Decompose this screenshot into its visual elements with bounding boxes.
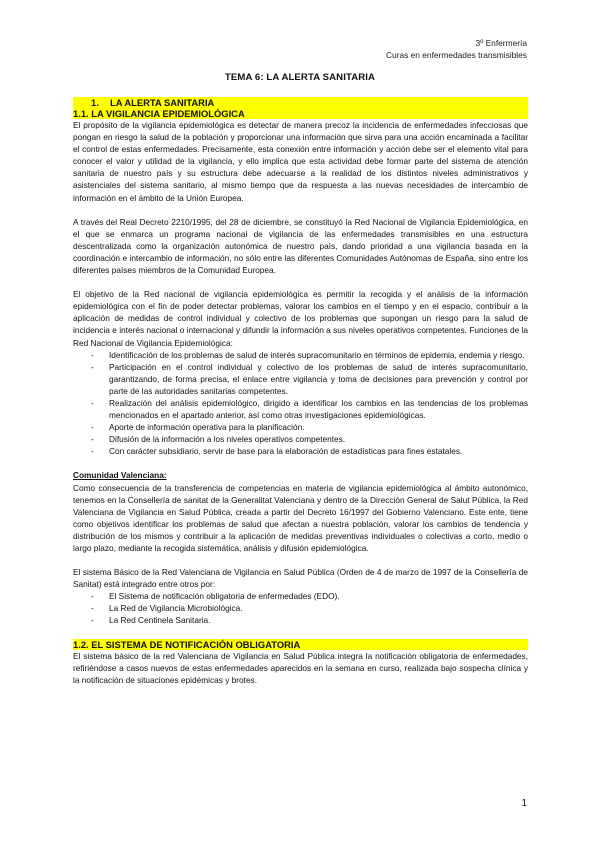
list-item: - El Sistema de notificación obligatoria de enfermedades (EDO). [73, 590, 528, 602]
list-item: - La Red de Vigilancia Microbiológica. [73, 602, 528, 614]
systems-list [73, 590, 528, 626]
header-course: 3º Enfermería [475, 38, 527, 48]
list-item: - Difusión de la información a los niveles operativos competentes. [73, 433, 528, 445]
paragraph-sistema-basico: El sistema Básico de la Red Valenciana de Vigilancia en Salud Pública (Orden de 4 de marzo de 1997 de la Consellería de Sanitat) está integrado entre otros por: [73, 567, 528, 590]
section-1-title: LA ALERTA SANITARIA [110, 97, 215, 108]
document-body [73, 97, 528, 686]
paragraph-objective: El objetivo de la Red nacional de vigilancia epidemiológica es permitir la recogida y el análisis de la información epidemiológica con el fin de poder detectar problemas, valorar los cambios en el tiempo y en el espacio, contribuir a la aplicación de medidas de control individual y colectivo de los problemas que supongan un riesgo para la salud de incidencia e interés nacional o internacional y difundir la información a sus niveles operativos competentes. Funciones de la Red Nacional de Vigilancia Epidemiológica: [73, 289, 528, 348]
list-item: - Identificación de los problemas de salud de interés supracomunitario en términos de epidemia, endemia y riesgo. [73, 349, 528, 361]
paragraph-real-decreto: A través del Real Decreto 2210/1995, del 28 de diciembre, se constituyó la Red Nacional de Vigilancia Epidemiológica, en el que se enmarca un programa nacional de vigilancia de las enfermedades transmisibles en una estructura descentralizada como la organización autonómica de nuestro país, dando prioridad a una vigilancia basada en la coordinación e intercambio de información, no sólo entre las diferentes Comunidades Autónomas de España, sino entre los diferentes países miembros de la Comunidad Europea. [73, 216, 528, 276]
list-item: - Con carácter subsidiario, servir de base para la elaboración de estadísticas para fines estatales. [73, 445, 528, 457]
header-subject: Curas en enfermedades transmisibles [385, 50, 527, 60]
list-item: - Participación en el control individual y colectivo de los problemas de salud de interés supracomunitario, garantizando, de forma precisa, el enlace entre vigilancia y toma de decisiones para prevención y control por parte de las autoridades sanitarias competentes. [73, 361, 528, 397]
functions-list [73, 349, 528, 458]
page-header [386, 37, 527, 61]
section-1-1-heading: 1.1. LA VIGILANCIA EPIDEMIOLÓGICA [73, 108, 528, 119]
comunidad-valenciana-heading: Comunidad Valenciana: [73, 470, 167, 481]
document-title: TEMA 6: LA ALERTA SANITARIA [224, 72, 376, 83]
list-item: - La Red Centinela Sanitaria. [73, 614, 528, 626]
paragraph-comunidad-valenciana: Como consecuencia de la transferencia de competencias en materia de vigilancia epidemiológica al ámbito autonómico, tenemos en la Consellería de sanitat de la Generalitat Valenciana y dentro de la Dirección General de Salut Pública, la Red Valenciana de Vigilancia en Salud Pública, creada a partir del Decreto 16/1997 del Gobierno Valenciano. Este ente, tiene como objetivos identificar los problemas de salud que afectan a nuestra población, valorar los cambios de tendencia y distribución de los mismos y contribuir a la aplicación de medidas preventivas individuales o colectivas a corto, medio o largo plazo, mediante la recogida sistemática, análisis y difusión epidemiológica. [73, 482, 528, 553]
section-1-number: 1. [91, 97, 99, 108]
paragraph-purpose: El propósito de la vigilancia epidemiológica es detectar de manera precoz la incidencia de enfermedades infecciosas que pongan en riesgo la salud de la población y proporcionar una información que sirva para una acción encaminada a facilitar el control de estas enfermedades. Precisamente, esta conexión entre información y acción debe ser el elemento vital para conocer el valor y utilidad de la vigilancia, y ello implica que esta actividad debe formar parte del sistema de atención sanitaria de nuestro país y su estructura debe adecuarse a la realidad de los distintos niveles administrativos y asistenciales del sistema sanitario, al mismo tiempo que da respuesta a las nuevas necesidades de intercambio de información en el ámbito de la Unión Europea. [73, 120, 528, 203]
list-item: - Realización del análisis epidemiológico, dirigido a identificar los cambios en las tendencias de los problemas mencionados en el apartado anterior, así como otras investigaciones epidemiológicas. [73, 397, 528, 421]
section-1-heading [73, 97, 528, 108]
section-1-2-heading: 1.2. EL SISTEMA DE NOTIFICACIÓN OBLIGATORIA [73, 639, 528, 650]
paragraph-notificacion: El sistema básico de la red Valenciana de Vigilancia en Salud Pública integra la notificación obligatoria de enfermedades, refiriéndose a casos nuevos de estas enfermedades aparecidos en la semana en curso, realizada bajo sospecha clínica y la notificación de situaciones epidémicas y brotes. [73, 650, 528, 685]
list-item: - Aporte de información operativa para la planificación. [73, 421, 528, 433]
page-number: 1 [521, 798, 527, 809]
